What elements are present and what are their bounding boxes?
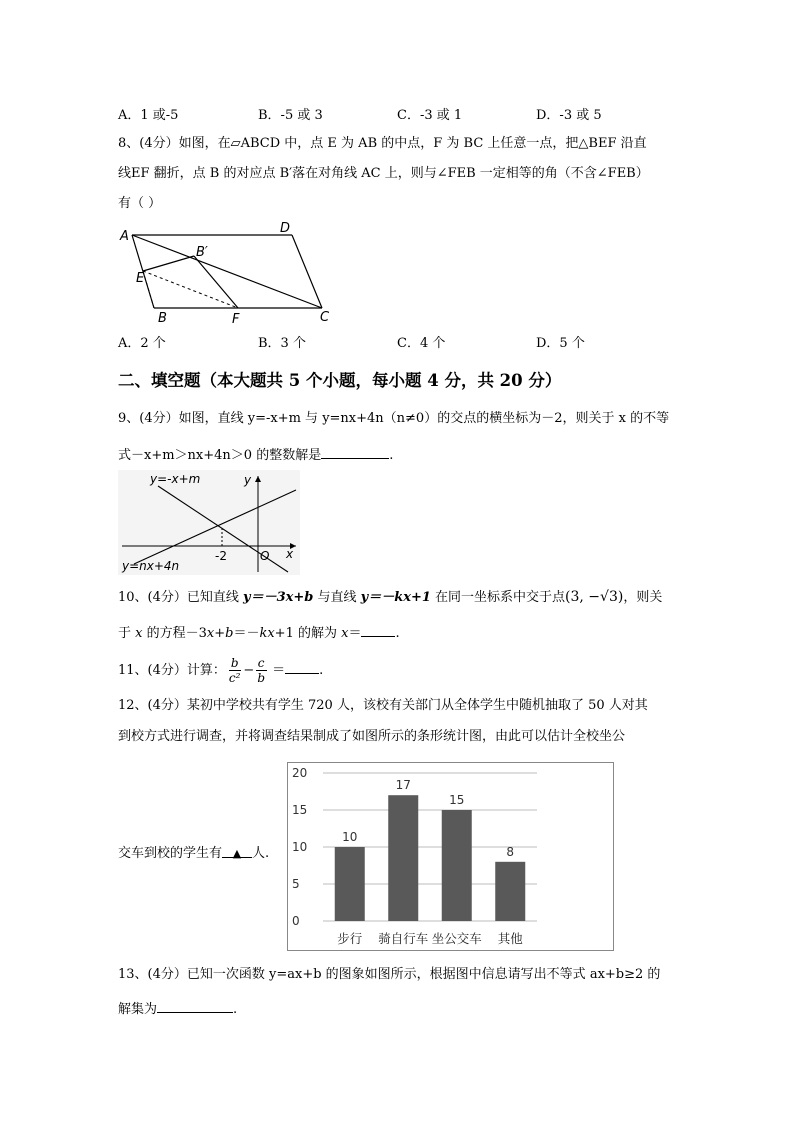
q8-label-d: D	[280, 221, 291, 236]
q11-minus: −	[243, 663, 255, 678]
q11-fraction-2	[255, 656, 267, 685]
q10-var-kx: kx	[259, 626, 275, 641]
q8-line-1: 8、(4分）如图，在▱ABCD 中，点 E 为 AB 的中点，F 为 BC 上任意一点，把△BEF 沿直	[118, 136, 647, 151]
q13-text-post: .	[233, 1002, 238, 1017]
section-2-title: 二、填空题（本大题共 5 个小题，每小题 4 分，共 20 分）	[118, 371, 562, 390]
q8-label-a: A	[120, 229, 129, 244]
bar-2	[442, 810, 472, 921]
q10-eq-2: y＝－kx+1	[360, 590, 431, 605]
q10-text-c: 与直线	[313, 590, 361, 605]
q10-answer-blank[interactable]	[361, 624, 395, 637]
q10-text-2b: 的方程－3	[142, 626, 207, 641]
q9-line-2-end: .	[389, 448, 394, 463]
q9-label-y: y	[244, 473, 252, 487]
data-label-2: 15	[449, 793, 465, 807]
q10-line-2-end: .	[395, 626, 400, 641]
data-label-3: 8	[506, 844, 515, 859]
q9-line-2	[118, 446, 393, 465]
q13-text-pre: 解集为	[118, 1002, 158, 1017]
data-label-0: 10	[342, 830, 358, 844]
q8-line-3: 有（ ）	[118, 196, 162, 211]
bar-chart	[287, 762, 614, 952]
q12-text-post: 人.	[252, 846, 270, 861]
q11-answer-blank[interactable]	[285, 661, 319, 674]
q8-option-d: D．5 个	[536, 336, 585, 351]
q10-line-1	[118, 588, 662, 607]
q11-frac2-num: c	[257, 656, 265, 670]
q9-label-line1: y=-x+m	[150, 472, 201, 486]
y-tick-label-15: 15	[292, 803, 308, 817]
q10-text-e: 在同一坐标系中交于点	[430, 590, 566, 605]
x-category-label-1: 骑自行车	[378, 931, 429, 946]
q8-option-b: B．3 个	[258, 336, 306, 351]
q11-eq: ＝	[272, 663, 286, 678]
q11-frac1-den: c²	[228, 671, 241, 685]
q12-triangle-mark: ▲	[232, 847, 242, 860]
q13-line-1: 13、(4分）已知一次函数 y=ax+b 的图象如图所示，根据图中信息请写出不等式 ax+b≥2 的	[118, 967, 661, 982]
y-tick-label-10: 10	[292, 840, 308, 854]
q11-prefix: 11、(4分）计算：	[118, 663, 226, 678]
q10-text-f: ，则关	[623, 590, 663, 605]
y-tick-label-0: 0	[292, 914, 300, 928]
q8-label-c: C	[320, 310, 330, 325]
q10-line-2	[118, 624, 400, 643]
q8-label-f: F	[232, 312, 240, 327]
q10-var-xb: x+b	[206, 626, 234, 641]
q10-text-2f: +1 的解为	[274, 626, 342, 641]
q8-option-c: C．4 个	[397, 336, 446, 351]
q9-label-origin: O	[260, 549, 270, 563]
q9-answer-blank[interactable]	[321, 446, 389, 459]
bar-3	[495, 862, 525, 921]
q10-var-x: x	[135, 626, 143, 641]
q9-line-2-text: 式－x+m＞nx+4n＞0 的整数解是	[118, 448, 322, 463]
q12-answer-blank[interactable]	[222, 845, 252, 858]
q8-label-b: B	[158, 311, 167, 326]
q10-eq-1: y＝－3x+b	[243, 590, 314, 605]
q12-line-2: 到校方式进行调查，并将调查结果制成了如图所示的条形统计图，由此可以估计全校坐公	[118, 729, 626, 744]
q10-text-2a: 于	[118, 626, 136, 641]
x-category-label-3: 其他	[497, 931, 523, 946]
q10-var-x2: x	[341, 626, 349, 641]
q8-line-2: 线EF 翻折，点 B 的对应点 B′落在对角线 AC 上，则与∠FEB 一定相等的角（不含∠FEB）	[118, 166, 649, 181]
x-category-label-2: 坐公交车	[431, 931, 482, 946]
q10-text-2h: ＝	[348, 626, 362, 641]
q10-point: (3, −√3)	[565, 589, 624, 605]
q11-frac2-den: b	[257, 671, 266, 685]
q9-label-line2: y=nx+4n	[122, 559, 180, 573]
y-tick-label-20: 20	[292, 766, 308, 780]
q9-label-neg2: -2	[215, 549, 227, 563]
x-category-label-0: 步行	[337, 931, 363, 946]
q9-label-x: x	[286, 547, 294, 561]
q13-answer-blank[interactable]	[157, 1000, 233, 1013]
q12-line-3	[118, 845, 269, 863]
data-label-1: 17	[395, 778, 411, 793]
q13-line-2	[118, 1000, 237, 1019]
bar-1	[388, 795, 418, 921]
q7-option-a: A．1 或-5	[118, 108, 179, 123]
y-tick-label-5: 5	[292, 877, 300, 891]
q12-text-pre: 交车到校的学生有	[118, 846, 223, 861]
q9-line-1: 9、(4分）如图，直线 y=-x+m 与 y=nx+4n（n≠0）的交点的横坐标为－2，则关于 x 的不等	[118, 411, 670, 426]
q11-line	[118, 653, 323, 689]
q7-option-b: B．-5 或 3	[258, 108, 323, 123]
q8-parallelogram-figure	[112, 218, 342, 328]
q10-text-2d: ＝－	[233, 626, 260, 641]
q7-option-c: C．-3 或 1	[397, 108, 463, 123]
q8-label-b-prime: B′	[196, 245, 208, 260]
bar-0	[335, 847, 365, 921]
q12-line-1: 12、(4分）某初中学校共有学生 720 人，该校有关部门从全体学生中随机抽取了 50 人对其	[118, 698, 648, 713]
q8-option-a: A．2 个	[118, 336, 166, 351]
q9-graph-figure	[118, 470, 300, 575]
q7-option-d: D．-3 或 5	[536, 108, 602, 123]
q11-frac1-num: b	[230, 656, 239, 670]
q11-end: .	[319, 663, 324, 678]
q10-text-a: 10、(4分）已知直线	[118, 590, 244, 605]
q8-label-e: E	[136, 271, 145, 286]
q11-fraction-1	[227, 656, 243, 685]
